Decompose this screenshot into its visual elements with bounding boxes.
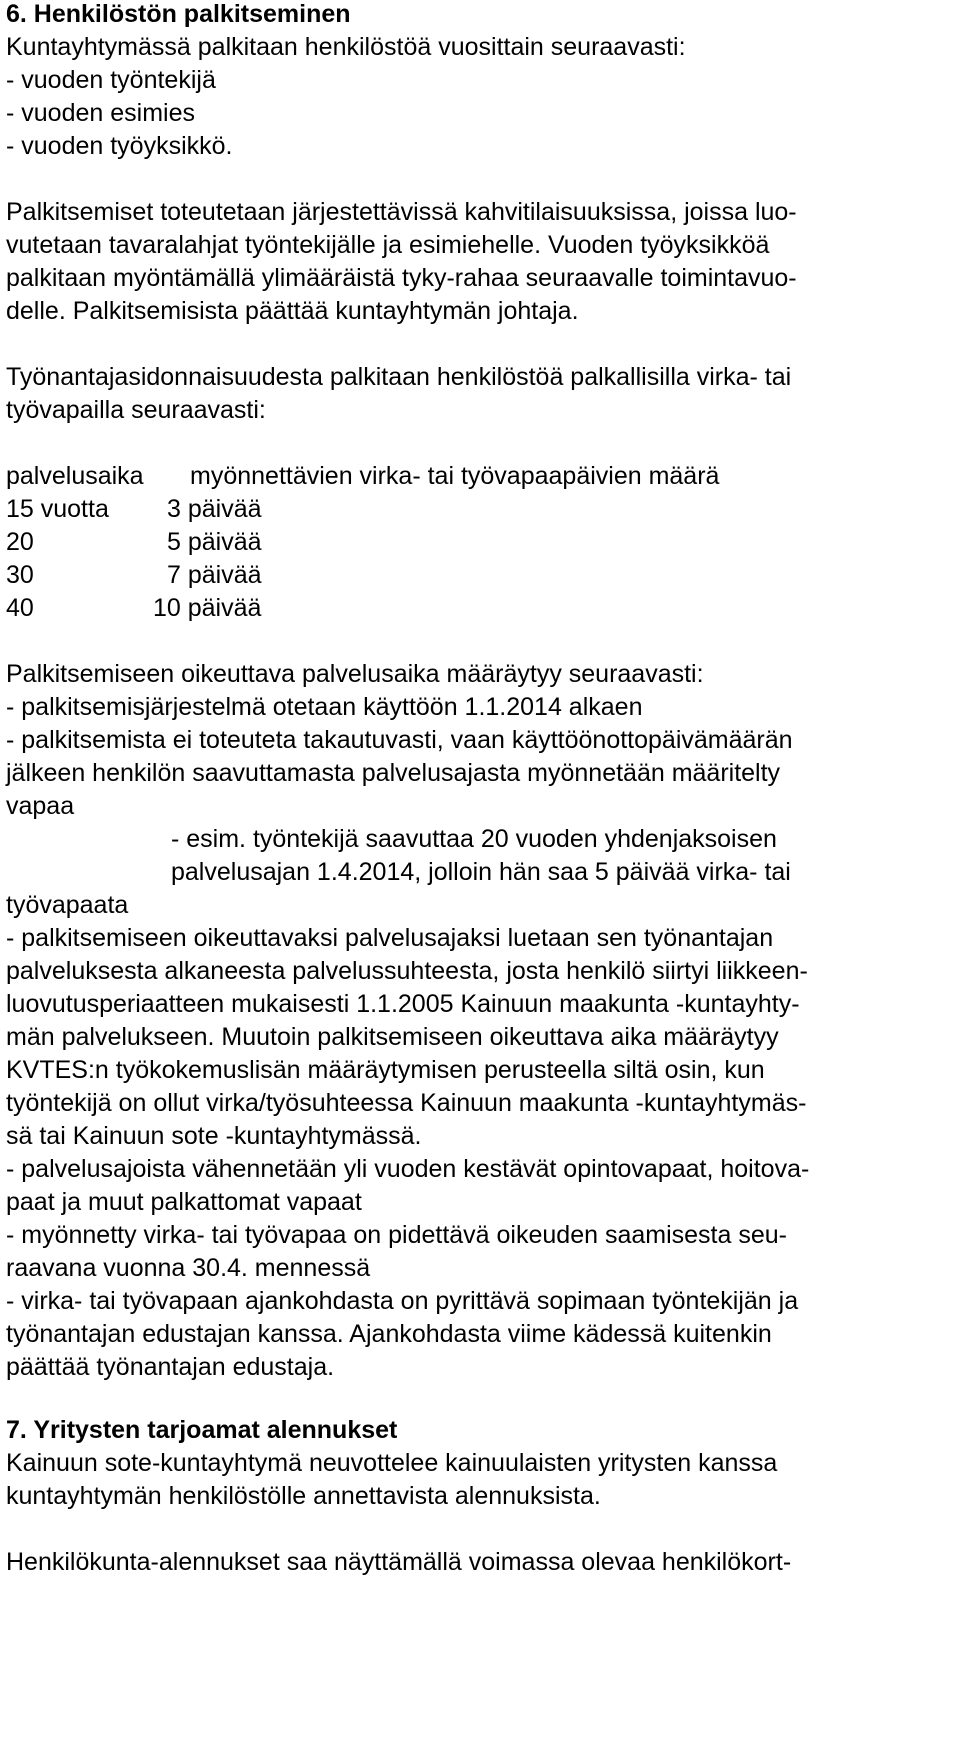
paragraph-line: jälkeen henkilön saavuttamasta palvelusajasta myönnetään määritelty [6, 759, 781, 787]
intro-text: Kuntayhtymässä palkitaan henkilöstöä vuosittain seuraavasti: [6, 33, 686, 61]
paragraph-line: vapaa [6, 792, 75, 820]
paragraph-line: työnantajan edustajan kanssa. Ajankohdasta viime kädessä kuitenkin [6, 1320, 772, 1348]
paragraph-line: delle. Palkitsemisista päättää kuntayhtymän johtaja. [6, 297, 579, 325]
paragraph-line: - myönnetty virka- tai työvapaa on pidettävä oikeuden saamisesta seu- [6, 1221, 787, 1249]
table-cell-years: 20 [6, 528, 34, 556]
table-cell-years: 15 vuotta [6, 495, 109, 523]
paragraph-line: kuntayhtymän henkilöstölle annettavista alennuksista. [6, 1482, 601, 1510]
example-line: - esim. työntekijä saavuttaa 20 vuoden yhdenjaksoisen [171, 825, 777, 853]
table-cell-years: 40 [6, 594, 34, 622]
paragraph-line: paat ja muut palkattomat vapaat [6, 1188, 362, 1216]
paragraph-line: raavana vuonna 30.4. mennessä [6, 1254, 371, 1282]
paragraph-line: - palkitsemiseen oikeuttavaksi palvelusajaksi luetaan sen työnantajan [6, 924, 774, 952]
paragraph-line: KVTES:n työkokemuslisän määräytymisen perusteella siltä osin, kun [6, 1056, 765, 1084]
example-line: palvelusajan 1.4.2014, jolloin hän saa 5 päivää virka- tai [171, 858, 791, 886]
paragraph-line: luovutusperiaatteen mukaisesti 1.1.2005 Kainuun maakunta -kuntayhty- [6, 990, 800, 1018]
paragraph-line: män palvelukseen. Muutoin palkitsemiseen oikeuttava aika määräytyy [6, 1023, 779, 1051]
paragraph-line: Henkilökunta-alennukset saa näyttämällä voimassa olevaa henkilökort- [6, 1548, 792, 1576]
table-header-years: palvelusaika [6, 462, 144, 490]
paragraph-line: Kainuun sote-kuntayhtymä neuvottelee kainuulaisten yritysten kanssa [6, 1449, 778, 1477]
paragraph-line: vutetaan tavaralahjat työntekijälle ja esimiehelle. Vuoden työyksikköä [6, 231, 770, 259]
paragraph-line: työvapailla seuraavasti: [6, 396, 266, 424]
paragraph-line: - palkitsemisjärjestelmä otetaan käyttöön 1.1.2014 alkaen [6, 693, 643, 721]
list-item: - vuoden työyksikkö. [6, 132, 233, 160]
table-cell-days: 10 päivää [153, 594, 262, 622]
paragraph-line: Palkitsemiseen oikeuttava palvelusaika määräytyy seuraavasti: [6, 660, 704, 688]
section-7-heading: 7. Yritysten tarjoamat alennukset [6, 1416, 398, 1444]
paragraph-line: Työnantajasidonnaisuudesta palkitaan henkilöstöä palkallisilla virka- tai [6, 363, 792, 391]
table-cell-days: 3 päivää [167, 495, 262, 523]
table-cell-days: 7 päivää [167, 561, 262, 589]
paragraph-line: työntekijä on ollut virka/työsuhteessa Kainuun maakunta -kuntayhtymäs- [6, 1089, 807, 1117]
paragraph-line: - palkitsemista ei toteuteta takautuvasti, vaan käyttöönottopäivämäärän [6, 726, 793, 754]
list-item: - vuoden esimies [6, 99, 195, 127]
table-cell-years: 30 [6, 561, 34, 589]
paragraph-line: palkitaan myöntämällä ylimääräistä tyky-rahaa seuraavalle toimintavuo- [6, 264, 797, 292]
table-header-days: myönnettävien virka- tai työvapaapäivien määrä [190, 462, 720, 490]
paragraph-line: - virka- tai työvapaan ajankohdasta on pyrittävä sopimaan työntekijän ja [6, 1287, 799, 1315]
paragraph-line: päättää työnantajan edustaja. [6, 1353, 335, 1381]
list-item: - vuoden työntekijä [6, 66, 216, 94]
table-cell-days: 5 päivää [167, 528, 262, 556]
paragraph-line: palveluksesta alkaneesta palvelussuhteesta, josta henkilö siirtyi liikkeen- [6, 957, 808, 985]
paragraph-line: työvapaata [6, 891, 129, 919]
section-6-heading: 6. Henkilöstön palkitseminen [6, 0, 351, 28]
paragraph-line: - palvelusajoista vähennetään yli vuoden kestävät opintovapaat, hoitova- [6, 1155, 810, 1183]
paragraph-line: sä tai Kainuun sote -kuntayhtymässä. [6, 1122, 422, 1150]
paragraph-line: Palkitsemiset toteutetaan järjestettävissä kahvitilaisuuksissa, joissa luo- [6, 198, 797, 226]
